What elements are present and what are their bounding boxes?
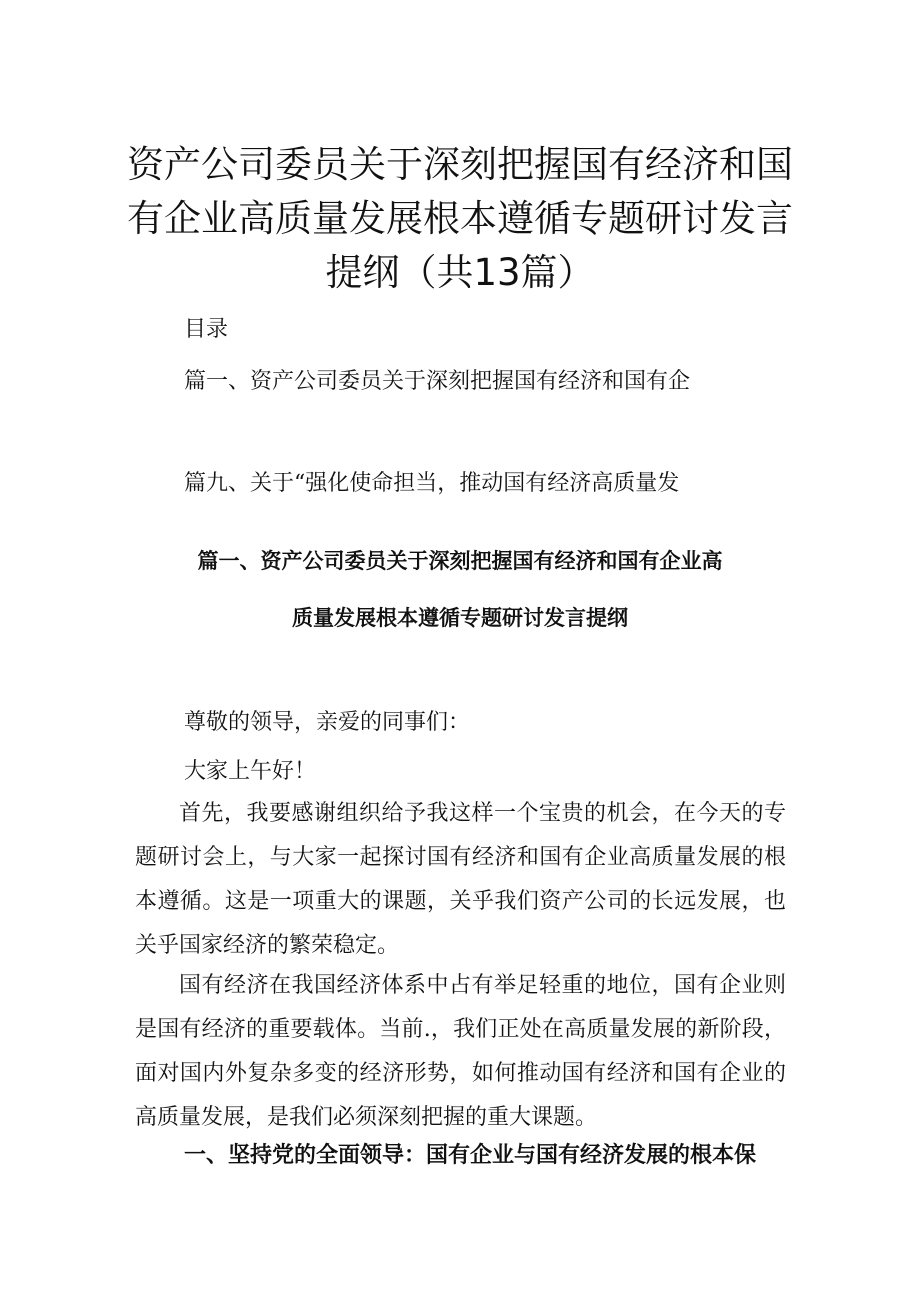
subheading-1: 一、坚持党的全面领导：国有企业与国有经济发展的根本保: [184, 1143, 757, 1168]
greeting: 尊敬的领导，亲爱的同事们：: [184, 710, 471, 735]
body-paragraph-1: 首先，我要感谢组织给予我这样一个宝贵的机会，在今天的专题研讨会上，与大家一起探讨国有经济和国有企业高质量发展的根本遵循。这是一项重大的课题，关乎我们资产公司的长远发展，也关乎国家经济的繁荣稳定。: [135, 801, 786, 958]
body-paragraph-2: 国有经济在我国经济体系中占有举足轻重的地位，国有企业则是国有经济的重要载体。当前.，我们正处在高质量发展的新阶段，面对国内外复杂多变的经济形势，如何推动国有经济和国有企业的高质量发展，是我们必须深刻把握的重大课题。: [135, 973, 786, 1130]
section-title-line-2: 质量发展根本遵循专题研讨发言提纲: [292, 606, 628, 630]
toc-item-1[interactable]: 篇一、资产公司委员关于深刻把握国有经济和国有企: [184, 369, 691, 394]
toc-heading: 目录: [184, 317, 229, 342]
toc-item-9[interactable]: 篇九、关于“强化使命担当，推动国有经济高质量发: [184, 471, 680, 496]
document-title: 资产公司委员关于深刻把握国有经济和国有企业高质量发展根本遵循专题研讨发言提纲（共13篇）: [127, 143, 793, 294]
salutation: 大家上午好！: [184, 759, 317, 784]
section-title-line-1: 篇一、资产公司委员关于深刻把握国有经济和国有企业高: [197, 549, 723, 573]
